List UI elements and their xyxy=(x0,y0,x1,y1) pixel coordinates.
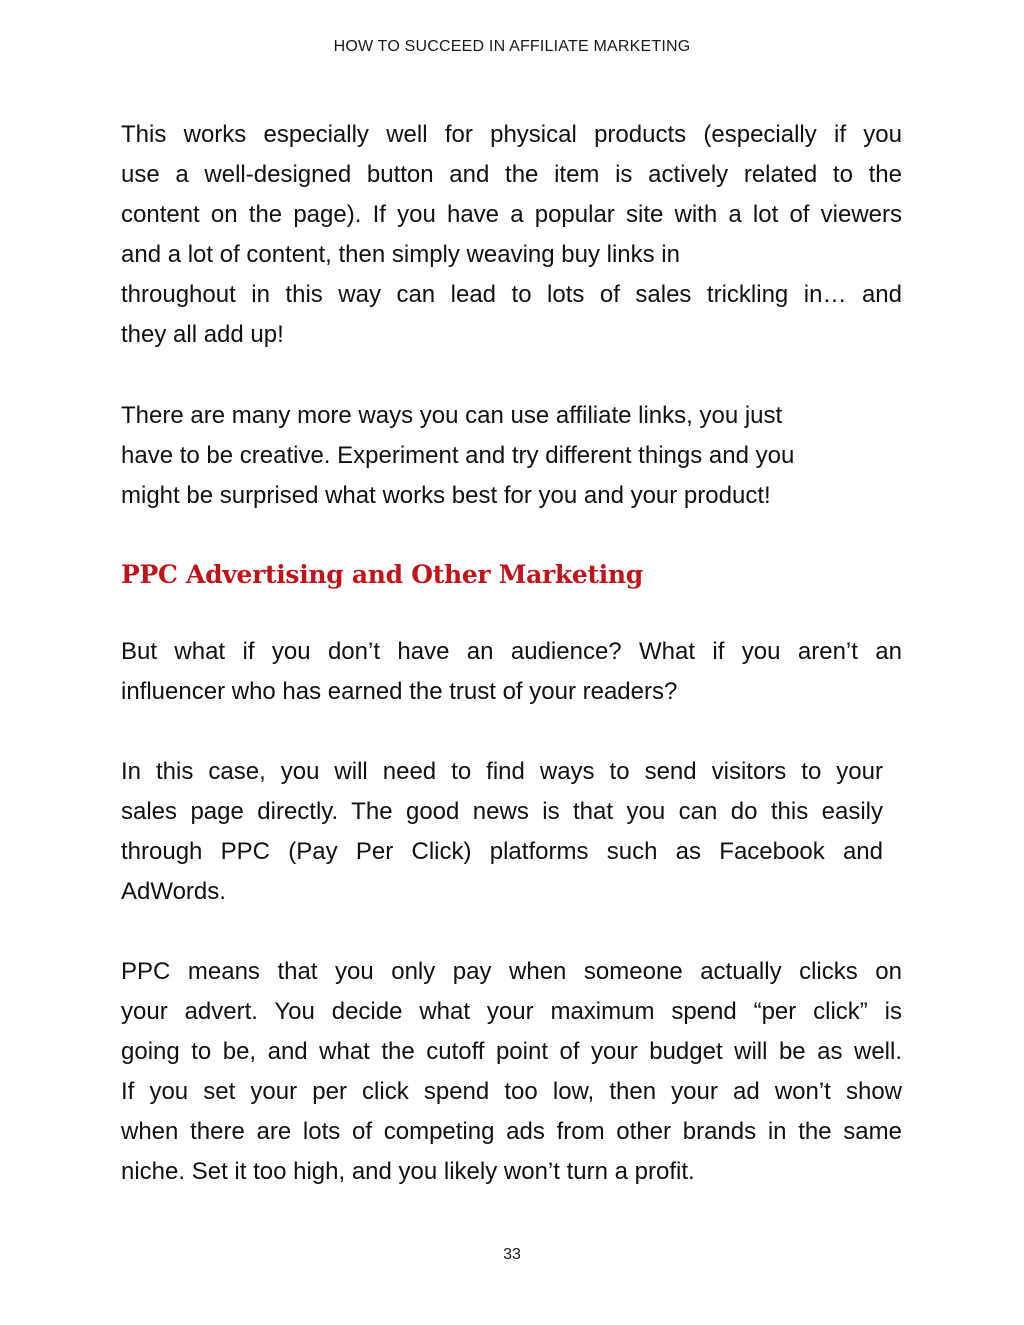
text-line: influencer who has earned the trust of your readers? xyxy=(121,678,678,705)
text-line: But what if you don’t have an audience? What if you aren’t an xyxy=(121,638,902,665)
text-line: PPC means that you only pay when someone actually clicks on xyxy=(121,958,902,985)
text-line: might be surprised what works best for you and your product! xyxy=(121,482,771,509)
text-line: AdWords. xyxy=(121,878,226,905)
paragraph-physical-products xyxy=(121,115,902,355)
text-line: sales page directly. The good news is that you can do this easily xyxy=(121,798,883,825)
text-line: If you set your per click spend too low, then your ad won’t show xyxy=(121,1078,902,1105)
text-line: when there are lots of competing ads from other brands in the same xyxy=(121,1118,902,1145)
text-line: There are many more ways you can use affiliate links, you just xyxy=(121,402,783,429)
running-header: HOW TO SUCCEED IN AFFILIATE MARKETING xyxy=(333,38,691,55)
paragraph-affiliate-links xyxy=(121,396,881,516)
text-line: throughout in this way can lead to lots of sales trickling in… and xyxy=(121,281,902,308)
text-line: your advert. You decide what your maximum spend “per click” is xyxy=(121,998,902,1025)
text-line: going to be, and what the cutoff point of your budget will be as well. xyxy=(121,1038,902,1065)
page-number: 33 xyxy=(503,1246,521,1263)
paragraph-send-visitors xyxy=(121,752,883,912)
text-line: niche. Set it too high, and you likely won’t turn a profit. xyxy=(121,1158,695,1185)
text-line: use a well-designed button and the item is actively related to the xyxy=(121,161,902,188)
text-line: have to be creative. Experiment and try different things and you xyxy=(121,442,795,469)
paragraph-no-audience xyxy=(121,632,902,712)
text-line: This works especially well for physical products (especially if you xyxy=(121,121,902,148)
paragraph-ppc-means xyxy=(121,952,902,1192)
text-line: In this case, you will need to find ways to send visitors to your xyxy=(121,758,883,785)
section-heading: PPC Advertising and Other Marketing xyxy=(121,560,643,589)
text-line: through PPC (Pay Per Click) platforms such as Facebook and xyxy=(121,838,883,865)
text-line: they all add up! xyxy=(121,321,284,348)
text-line: and a lot of content, then simply weaving buy links in xyxy=(121,241,680,268)
text-line: content on the page). If you have a popular site with a lot of viewers xyxy=(121,201,902,228)
